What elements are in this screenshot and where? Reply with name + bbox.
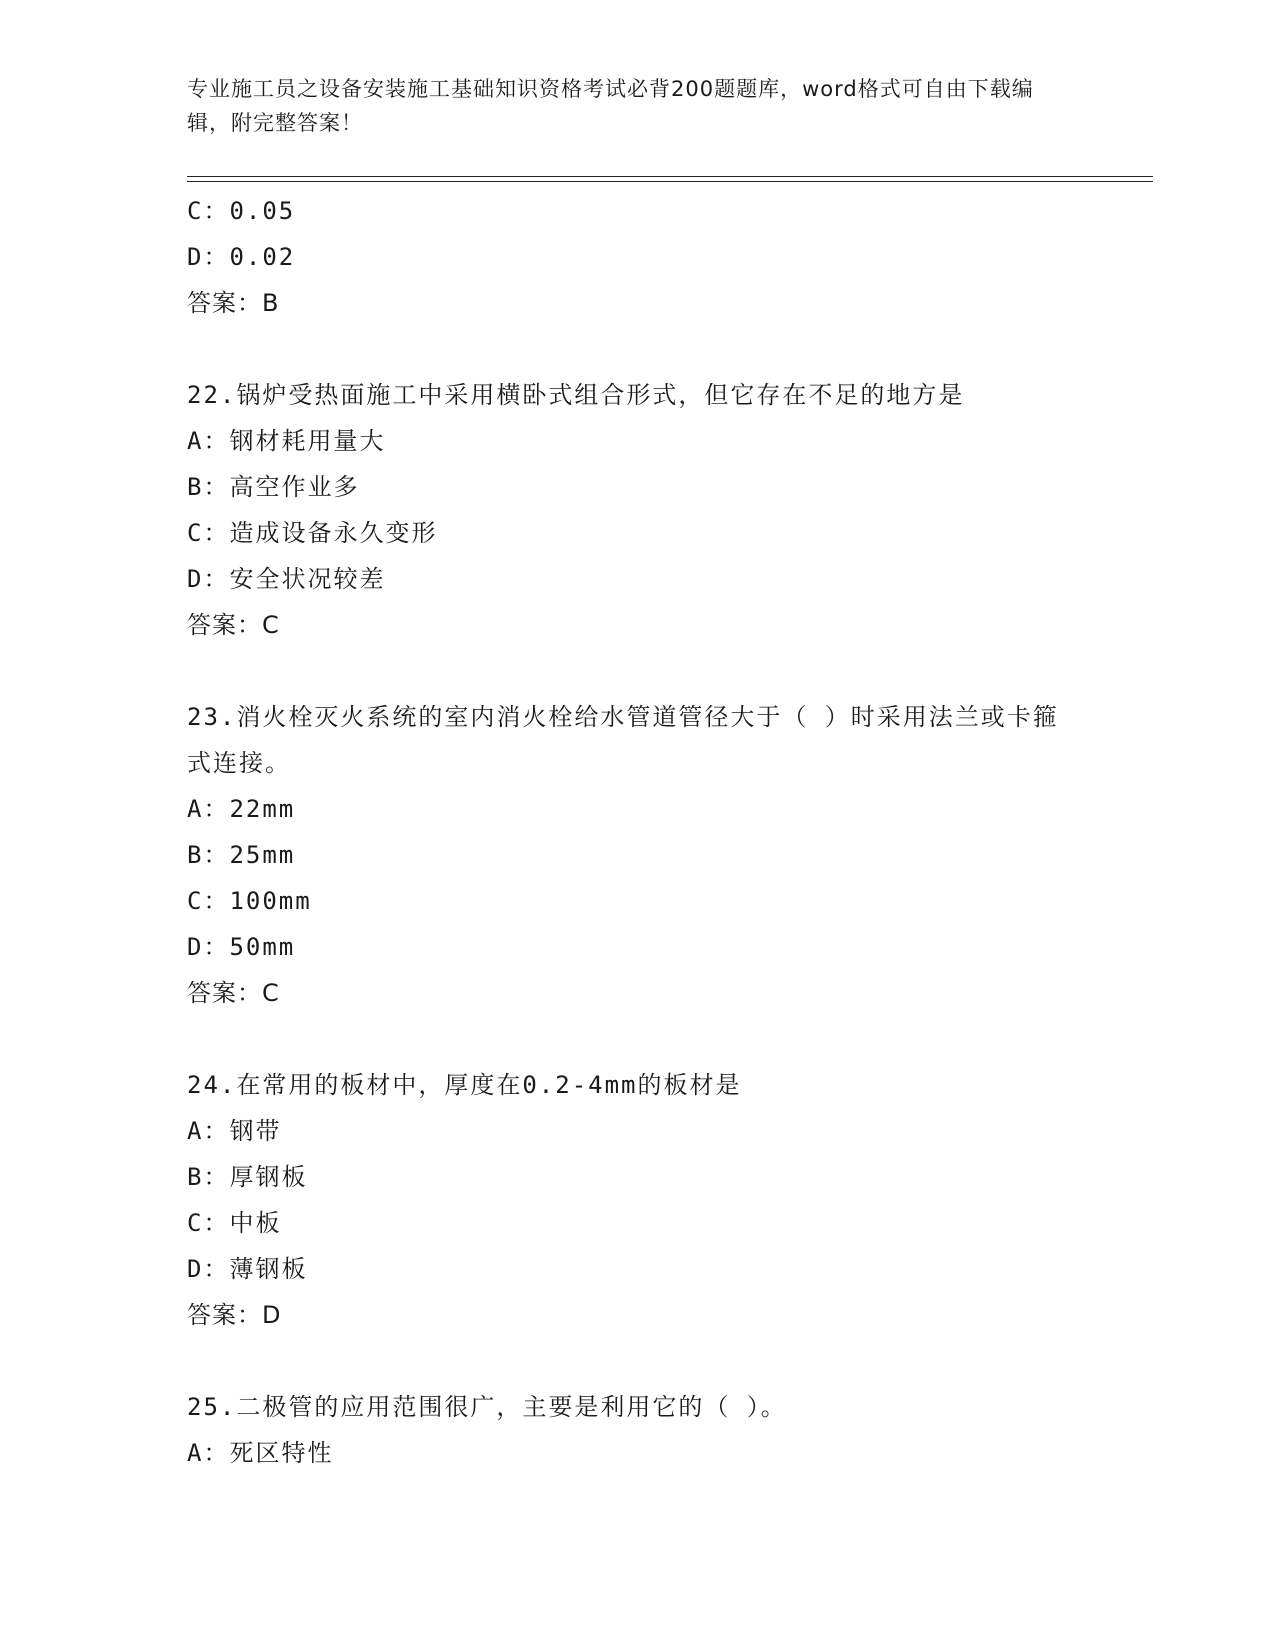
question-24 [187,1062,1087,1338]
spacer [187,1338,1087,1384]
question-fragment [187,188,1087,326]
header-divider-bottom [187,181,1153,182]
option-c: C：0.05 [187,197,296,225]
option-b: B：厚钢板 [187,1163,308,1191]
option-a: A：钢带 [187,1117,282,1145]
question-25 [187,1384,1087,1476]
question-stem: 22.锅炉受热面施工中采用横卧式组合形式，但它存在不足的地方是 [187,381,965,409]
question-stem: 25.二极管的应用范围很广，主要是利用它的（ ）。 [187,1393,787,1421]
option-b: B：高空作业多 [187,473,360,501]
option-a: A：死区特性 [187,1439,334,1467]
header-divider-top [187,176,1153,177]
option-c: C：中板 [187,1209,282,1237]
option-a: A：22mm [187,795,296,823]
answer-line: 答案：B [187,289,280,317]
document-header: 专业施工员之设备安装施工基础知识资格考试必背200题题库，word格式可自由下载编辑，附完整答案！ [187,77,1034,135]
answer-line: 答案：C [187,979,280,1007]
option-a: A：钢材耗用量大 [187,427,386,455]
option-c: C：100mm [187,887,312,915]
option-d: D：安全状况较差 [187,565,386,593]
answer-line: 答案：D [187,1301,282,1329]
answer-line: 答案：C [187,611,280,639]
option-d: D：50mm [187,933,296,961]
question-stem: 24.在常用的板材中，厚度在0.2-4mm的板材是 [187,1071,742,1099]
question-stem: 23.消火栓灭火系统的室内消火栓给水管道管径大于（ ）时采用法兰或卡箍式连接。 [187,703,1059,777]
option-c: C：造成设备永久变形 [187,519,438,547]
spacer [187,1016,1087,1062]
question-22 [187,372,1087,648]
question-list [187,188,1087,1476]
spacer [187,648,1087,694]
option-d: D：0.02 [187,243,296,271]
option-b: B：25mm [187,841,296,869]
spacer [187,326,1087,372]
question-23 [187,694,1087,1016]
option-d: D：薄钢板 [187,1255,308,1283]
